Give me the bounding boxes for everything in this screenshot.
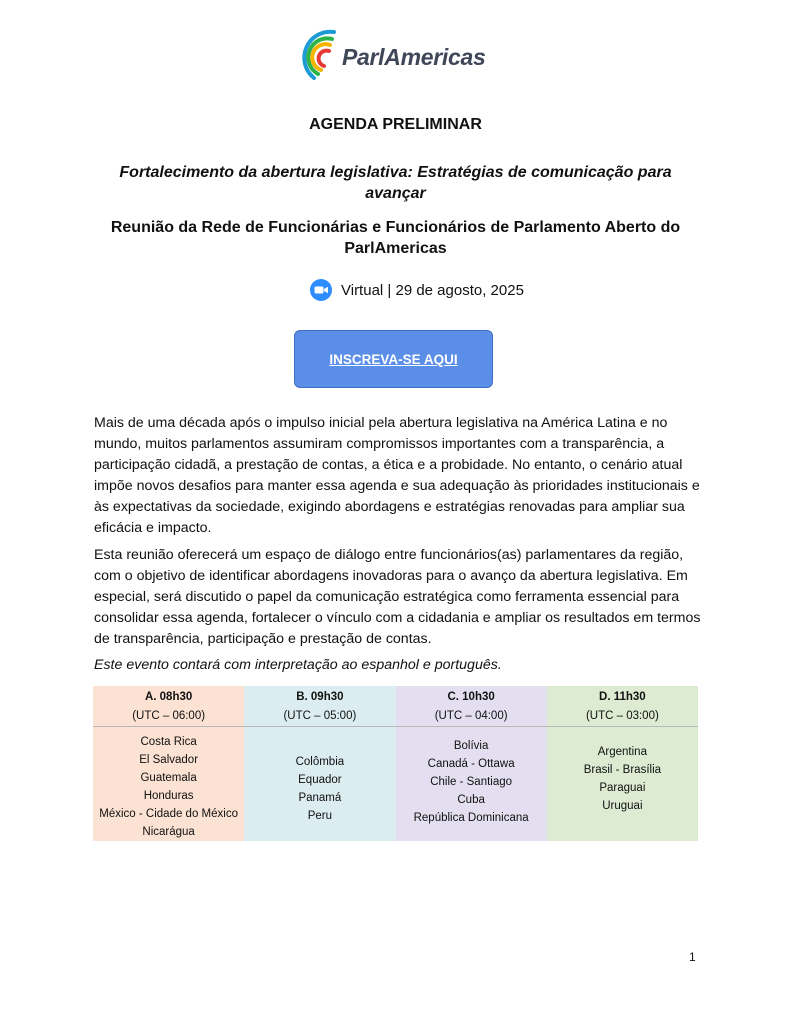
country-item: Honduras — [143, 790, 194, 802]
schedule-time: C. 10h30 — [447, 691, 495, 703]
meeting-title: Reunião da Rede de Funcionárias e Funcionários de Parlamento Aberto do ParlAmericas — [110, 219, 681, 257]
country-item: Chile - Santiago — [430, 776, 513, 788]
country-item: El Salvador — [139, 754, 199, 766]
country-item: Costa Rica — [140, 736, 197, 748]
schedule-table — [93, 686, 698, 841]
country-item: Canadá - Ottawa — [427, 758, 515, 770]
page-number: 1 — [689, 950, 696, 964]
intro-paragraph: Mais de uma década após o impulso inicial pela abertura legislativa na América Latina e no mundo, muitos parlamentos assumiram compromissos importantes com a transparência, a participação cidadã, a prestação de contas, a ética e a probidade. No entanto, o cenário atual impõe novos desafios para manter essa agenda e sua adequação às prioridades institucionais e às expectativas da sociedade, exigindo abordagens e estratégias renovadas para ampliar sua eficácia e impacto. — [94, 415, 700, 536]
country-item: Panamá — [298, 792, 342, 804]
schedule-header-d — [547, 686, 698, 727]
venue-line — [310, 279, 524, 301]
country-item: Brasil - Brasília — [583, 764, 662, 776]
event-subtitle: Fortalecimento da abertura legislativa: Estratégias de comunicação para avançar — [119, 164, 672, 202]
country-item: Cuba — [457, 794, 485, 806]
country-item: México - Cidade do México — [99, 808, 238, 820]
logo-text: ParlAmericas — [342, 44, 486, 70]
schedule-countries-c — [396, 727, 547, 842]
schedule-utc: (UTC – 06:00) — [132, 710, 206, 722]
schedule-countries-row — [93, 727, 698, 842]
venue-date: Virtual | 29 de agosto, 2025 — [341, 281, 524, 299]
schedule-countries-d — [547, 727, 698, 842]
schedule-header-b — [244, 686, 395, 727]
country-item: Bolívia — [453, 740, 489, 752]
page-title: AGENDA PRELIMINAR — [309, 116, 482, 133]
schedule-time: B. 09h30 — [296, 691, 344, 703]
interpretation-note: Este evento contará com interpretação ao espanhol e português. — [94, 657, 502, 673]
schedule-header-row — [93, 686, 698, 727]
schedule-countries-a — [93, 727, 244, 842]
schedule-time: A. 08h30 — [144, 691, 193, 703]
country-item: Peru — [307, 810, 333, 822]
video-camera-icon — [310, 279, 332, 301]
parlamericas-logo — [300, 24, 495, 86]
country-item: Guatemala — [140, 772, 197, 784]
country-item: Paraguai — [599, 782, 646, 794]
country-item: Argentina — [597, 746, 647, 758]
schedule-utc: (UTC – 04:00) — [434, 710, 508, 722]
country-item: Equador — [298, 774, 342, 786]
schedule-countries-b — [244, 727, 395, 842]
schedule-time: D. 11h30 — [599, 691, 646, 703]
schedule-header-c — [396, 686, 547, 727]
country-item: Uruguai — [602, 800, 643, 812]
schedule-header-a — [93, 686, 244, 727]
country-item: Nicarágua — [142, 826, 195, 838]
register-button[interactable]: INSCREVA-SE AQUI — [294, 330, 493, 388]
schedule-utc: (UTC – 05:00) — [283, 710, 357, 722]
objective-paragraph: Esta reunião oferecerá um espaço de diálogo entre funcionários(as) parlamentares da região, com o objetivo de identificar abordagens inovadoras para o avanço da abertura legislativa. Em especial, será discutido o papel da comunicação estratégica como ferramenta essencial para consolidar essa agenda, fortalecer o vínculo com a cidadania e ampliar os resultados em termos de transparência, participação e prestação de contas. — [94, 547, 701, 647]
country-item: República Dominicana — [413, 812, 529, 824]
schedule-utc: (UTC – 03:00) — [585, 710, 659, 722]
country-item: Colômbia — [295, 756, 345, 768]
